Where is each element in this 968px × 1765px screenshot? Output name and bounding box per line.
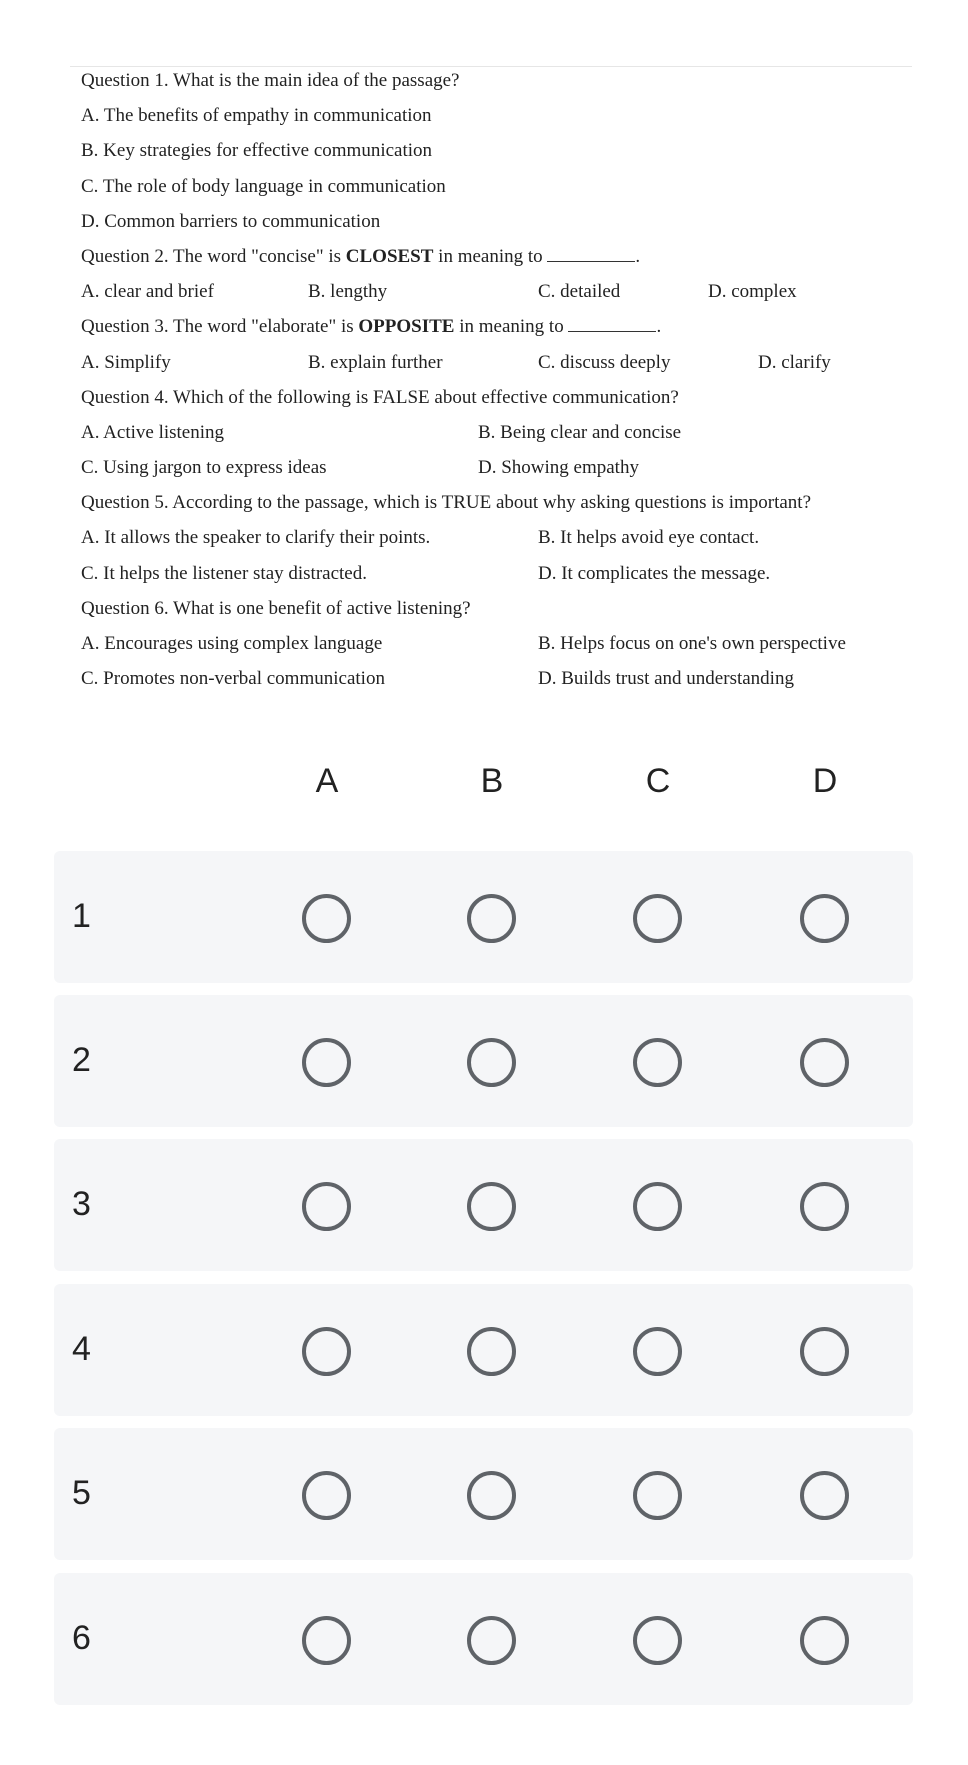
radio-1-c[interactable] (633, 894, 682, 943)
radio-4-d[interactable] (800, 1327, 849, 1376)
radio-6-c[interactable] (633, 1616, 682, 1665)
radio-6-d[interactable] (800, 1616, 849, 1665)
q5-option-d: D. It complicates the message. (538, 562, 771, 584)
column-header-d: D (812, 762, 838, 800)
q6-option-d: D. Builds trust and understanding (538, 668, 794, 690)
radio-2-d[interactable] (800, 1038, 849, 1087)
q2-option-d: D. complex (708, 281, 797, 303)
q3-option-d: D. clarify (758, 351, 831, 373)
grid-row-6 (54, 1573, 913, 1705)
radio-2-a[interactable] (302, 1038, 351, 1087)
column-header-b: B (480, 762, 504, 800)
q1-option-a: A. The benefits of empathy in communication (81, 105, 432, 127)
radio-6-a[interactable] (302, 1616, 351, 1665)
question-1-stem: Question 1. What is the main idea of the passage? (81, 70, 460, 91)
q3-option-a: A. Simplify (81, 351, 171, 373)
radio-3-b[interactable] (467, 1182, 516, 1231)
q5-option-c: C. It helps the listener stay distracted. (81, 562, 367, 584)
grid-row-2 (54, 995, 913, 1127)
question-5-stem: Question 5. According to the passage, which is TRUE about why asking questions is important? (81, 492, 811, 514)
q1-option-d: D. Common barriers to communication (81, 210, 381, 232)
radio-1-a[interactable] (302, 894, 351, 943)
q4-option-d: D. Showing empathy (478, 457, 639, 479)
row-label: 1 (72, 897, 91, 935)
row-label: 3 (72, 1185, 91, 1223)
q1-option-c: C. The role of body language in communication (81, 175, 446, 197)
radio-5-b[interactable] (467, 1471, 516, 1520)
radio-1-d[interactable] (800, 894, 849, 943)
q6-option-c: C. Promotes non-verbal communication (81, 668, 385, 690)
grid-row-1 (54, 851, 913, 983)
radio-6-b[interactable] (467, 1616, 516, 1665)
radio-2-c[interactable] (633, 1038, 682, 1087)
radio-2-b[interactable] (467, 1038, 516, 1087)
radio-5-d[interactable] (800, 1471, 849, 1520)
grid-row-4 (54, 1284, 913, 1416)
radio-4-a[interactable] (302, 1327, 351, 1376)
radio-4-b[interactable] (467, 1327, 516, 1376)
q6-option-a: A. Encourages using complex language (81, 633, 383, 654)
question-6-stem: Question 6. What is one benefit of active listening? (81, 597, 471, 619)
q2-option-b: B. lengthy (308, 281, 388, 303)
q5-option-b: B. It helps avoid eye contact. (538, 527, 760, 549)
question-2-stem: Question 2. The word "concise" is CLOSEST in meaning to . (81, 245, 641, 267)
q3-option-b: B. explain further (308, 351, 443, 373)
grid-row-3 (54, 1139, 913, 1271)
radio-3-d[interactable] (800, 1182, 849, 1231)
q4-option-c: C. Using jargon to express ideas (81, 457, 327, 479)
radio-4-c[interactable] (633, 1327, 682, 1376)
q4-option-b: B. Being clear and concise (478, 421, 682, 443)
q2-option-c: C. detailed (538, 281, 621, 303)
column-header-a: A (315, 762, 339, 800)
radio-5-a[interactable] (302, 1471, 351, 1520)
question-4-stem: Question 4. Which of the following is FALSE about effective communication? (81, 386, 679, 408)
q4-option-a: A. Active listening (81, 421, 225, 443)
row-label: 6 (72, 1619, 91, 1657)
row-label: 2 (72, 1041, 91, 1079)
q1-option-b: B. Key strategies for effective communication (81, 140, 433, 162)
radio-3-a[interactable] (302, 1182, 351, 1231)
q2-option-a: A. clear and brief (81, 281, 214, 303)
question-3-stem: Question 3. The word "elaborate" is OPPOSITE in meaning to . (81, 316, 662, 338)
row-label: 4 (72, 1330, 91, 1368)
q6-option-b: B. Helps focus on one's own perspective (538, 633, 846, 654)
grid-row-5 (54, 1428, 913, 1560)
radio-1-b[interactable] (467, 894, 516, 943)
column-header-c: C (645, 762, 671, 800)
row-label: 5 (72, 1474, 91, 1512)
q5-option-a: A. It allows the speaker to clarify their points. (81, 527, 431, 549)
radio-3-c[interactable] (633, 1182, 682, 1231)
radio-5-c[interactable] (633, 1471, 682, 1520)
q3-option-c: C. discuss deeply (538, 351, 671, 373)
